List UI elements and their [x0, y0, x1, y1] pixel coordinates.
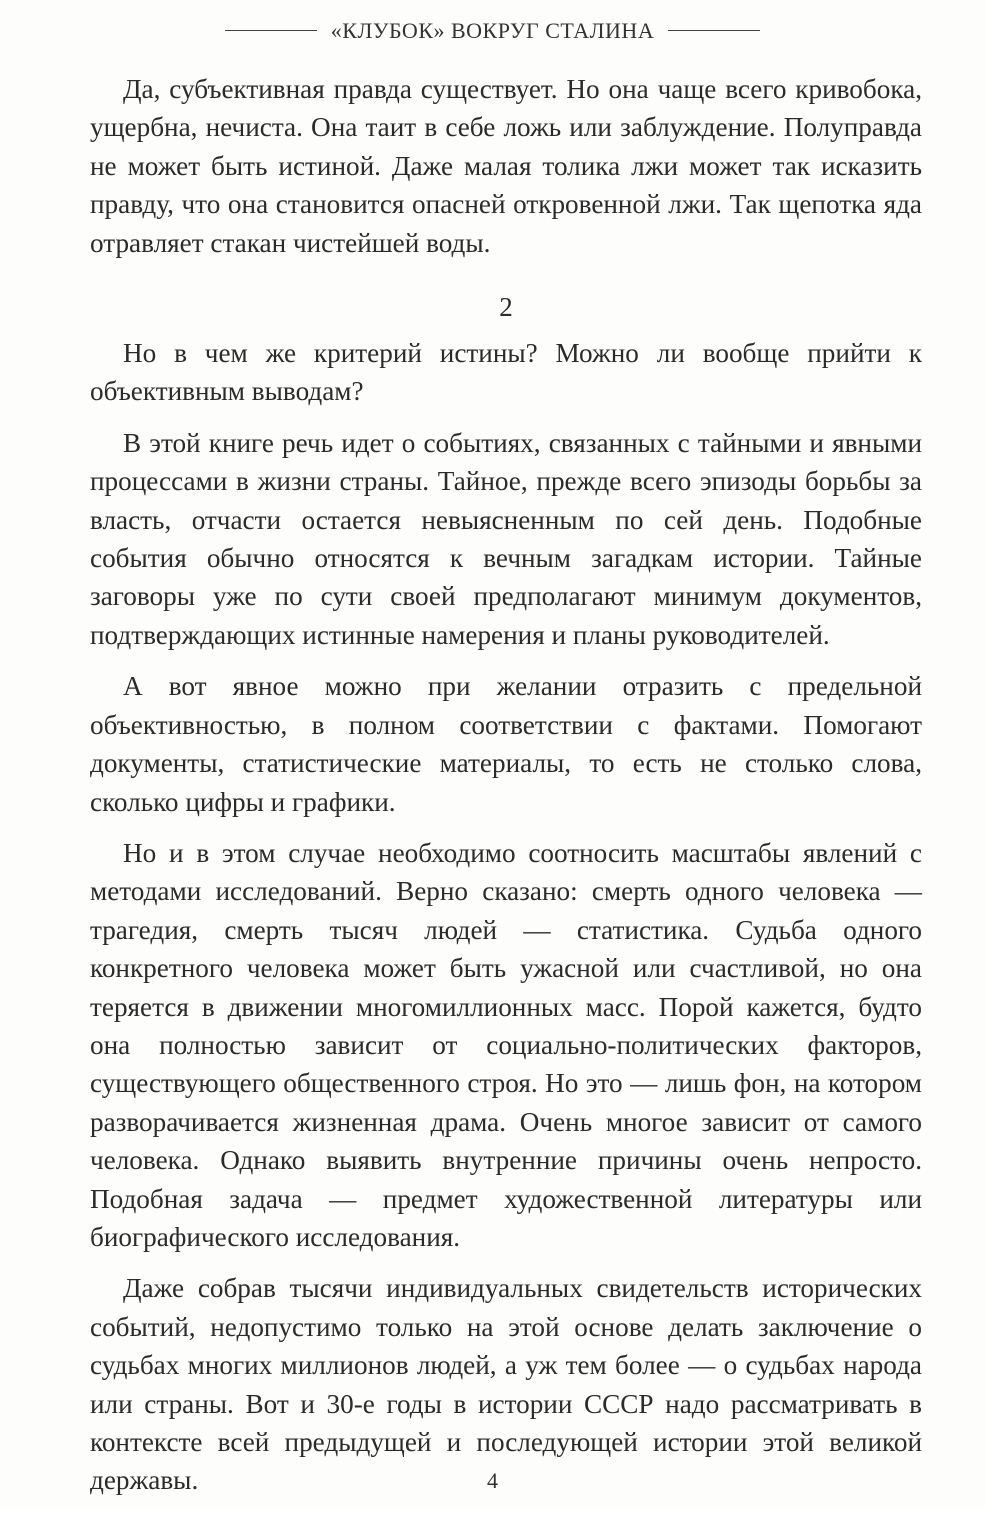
header-rule-right	[668, 30, 760, 31]
running-head	[0, 18, 985, 44]
paragraph-5: Но и в этом случае необходимо соотносить масштабы явлений с методами исследований. Верно сказано: смерть одного человека — трагедия, смерть тысяч людей — статистика. Судьба одного конкретного человека может быть ужасной или счастливой, но она теряется в движении многомиллионных масс. Порой кажется, будто она полностью зависит от социально-политических факторов, существующего общественного строя. Но это — лишь фон, на котором разворачивается жизненная драма. Очень многое зависит от самого человека. Однако выявить внутренние причины очень непросто. Подобная задача — предмет художественной литературы или биографического исследования.	[90, 837, 922, 1252]
paragraph-6: Даже собрав тысячи индивидуальных свидетельств исторических событий, недопустимо только на этой основе делать заключение о судьбах многих миллионов людей, а уж тем более — о судьбах народа или страны. Вот и 30-е годы в истории СССР надо рассматривать в контексте всей предыдущей и последующей истории этой великой державы.	[90, 1273, 922, 1496]
paragraph-2: Но в чем же критерий истины? Можно ли вообще прийти к объективным выводам?	[90, 338, 922, 407]
page-number: 4	[487, 1468, 498, 1493]
running-title: «КЛУБОК» ВОКРУГ СТАЛИНА	[330, 18, 655, 43]
paragraph-3: В этой книге речь идет о событиях, связанных с тайными и явными процессами в жизни страны. Тайное, прежде всего эпизоды борьбы за власть, отчасти остается невыясненным по сей день. Подобные события обычно относятся к вечным загадкам истории. Тайные заговоры уже по сути своей предполагают минимум документов, подтверждающих истинные намерения и планы руководителей.	[90, 427, 922, 650]
section-number: 2	[499, 292, 513, 323]
body-text	[90, 70, 922, 1513]
header-rule-left	[225, 30, 317, 31]
paragraph-1: Да, субъективная правда существует. Но она чаще всего кривобока, ущербна, нечиста. Она таит в себе ложь или заблуждение. Полуправда не может быть истиной. Даже малая толика лжи может так исказить правду, что она становится опасней откровенной лжи. Так щепотка яда отравляет стакан чистейшей воды.	[90, 74, 922, 258]
paragraph-4: А вот явное можно при желании отразить с предельной объективностью, в полном соответствии с фактами. Помогают документы, статистические материалы, то есть не столько слова, сколько цифры и графики.	[90, 671, 922, 817]
